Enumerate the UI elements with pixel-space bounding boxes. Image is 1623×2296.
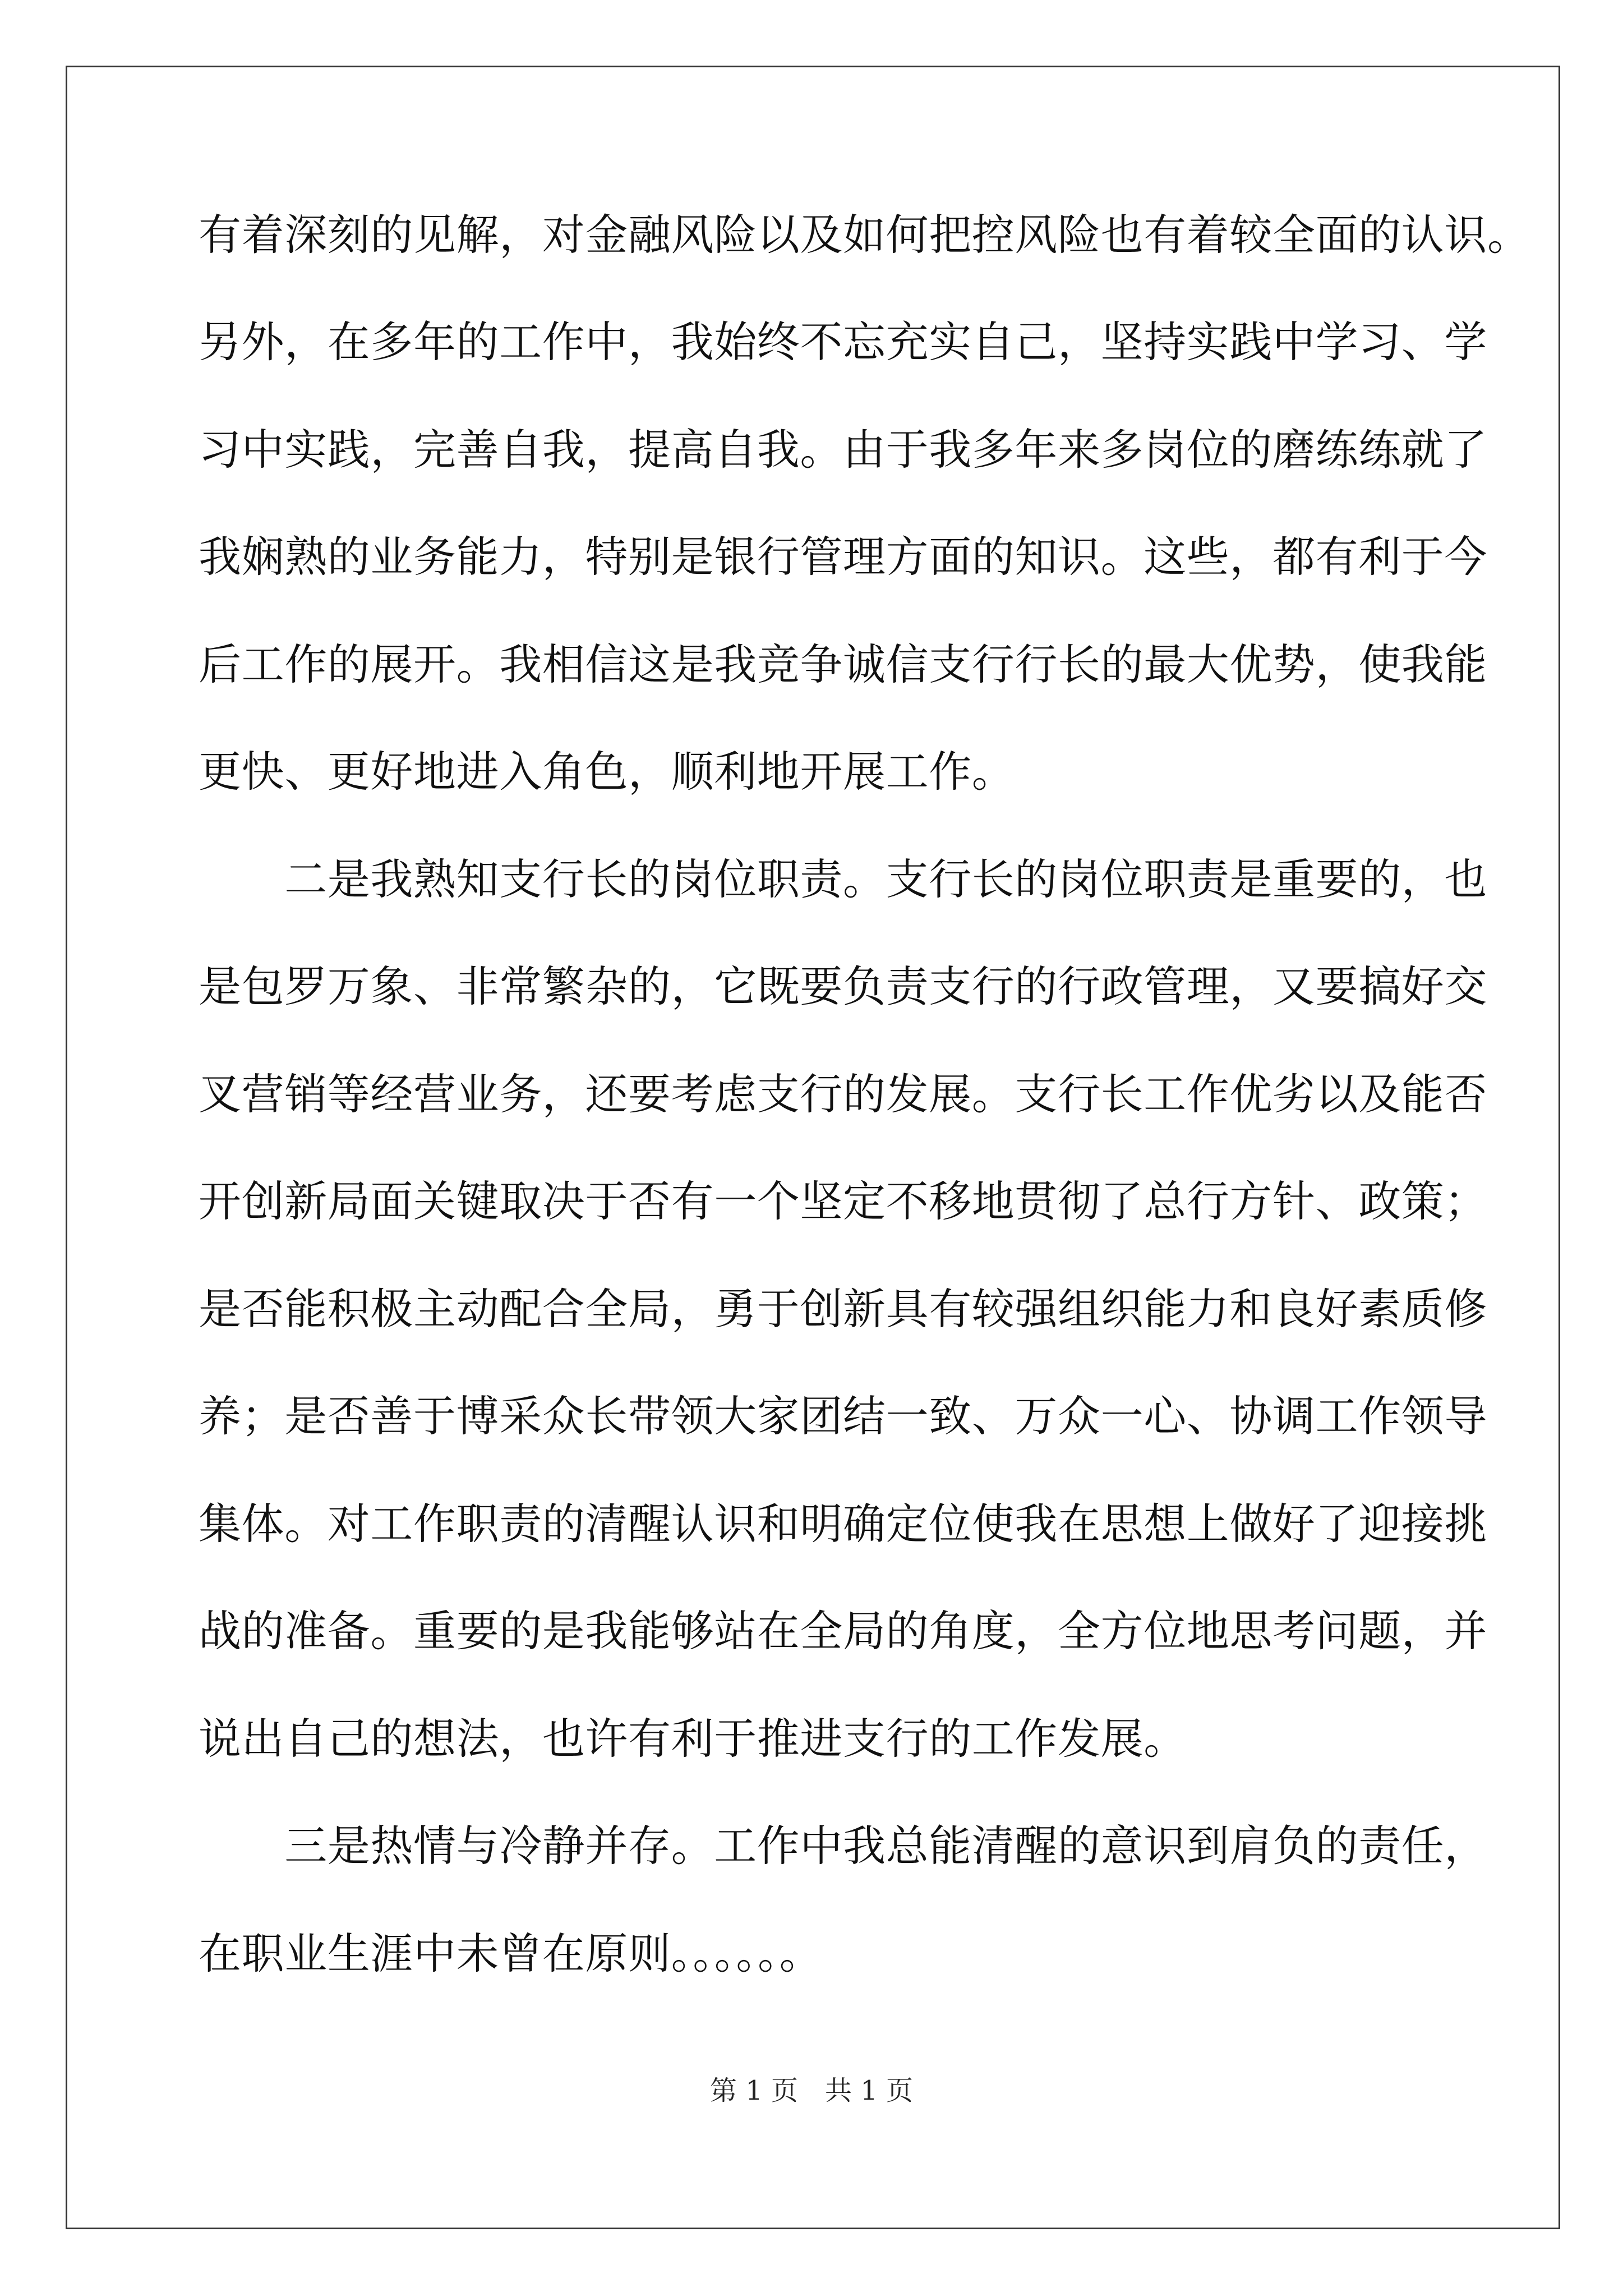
text-line-17: 在职业生涯中未曾在原则。。。。。。 — [199, 1929, 823, 1978]
page-number-footer: 第 1 页 共 1 页 — [709, 2075, 914, 2106]
text-line-6: 更快、更好地进入角色，顺利地开展工作。 — [199, 747, 1015, 797]
text-line-12: 养；是否善于博采众长带领大家团结一致、万众一心、协调工作领导 — [199, 1391, 1487, 1441]
text-line-10: 开创新局面关键取决于否有一个坚定不移地贯彻了总行方针、政策； — [199, 1176, 1487, 1226]
text-line-13: 集体。对工作职责的清醒认识和明确定位使我在思想上做好了迎接挑 — [199, 1499, 1487, 1549]
text-line-3: 习中实践，完善自我，提高自我。由于我多年来多岗位的磨练练就了 — [199, 425, 1487, 475]
text-line-15: 说出自己的想法，也许有利于推进支行的工作发展。 — [199, 1714, 1187, 1764]
text-line-16: 三是热情与冷静并存。工作中我总能清醒的意识到肩负的责任， — [199, 1821, 1487, 1871]
text-line-4: 我娴熟的业务能力，特别是银行管理方面的知识。这些，都有利于今 — [199, 532, 1487, 582]
text-line-2: 另外，在多年的工作中，我始终不忘充实自己，坚持实践中学习、学 — [199, 317, 1487, 367]
text-line-7: 二是我熟知支行长的岗位职责。支行长的岗位职责是重要的，也 — [199, 854, 1487, 904]
page-border — [66, 66, 1560, 2229]
text-line-14: 战的准备。重要的是我能够站在全局的角度，全方位地思考问题，并 — [199, 1606, 1487, 1656]
text-line-8: 是包罗万象、非常繁杂的，它既要负责支行的行政管理，又要搞好交 — [199, 961, 1487, 1011]
text-line-9: 叉营销等经营业务，还要考虑支行的发展。支行长工作优劣以及能否 — [199, 1069, 1487, 1119]
text-line-1: 有着深刻的见解，对金融风险以及如何把控风险也有着较全面的认识。 — [199, 210, 1530, 260]
text-line-11: 是否能积极主动配合全局，勇于创新具有较强组织能力和良好素质修 — [199, 1284, 1487, 1334]
text-line-5: 后工作的展开。我相信这是我竞争诚信支行行长的最大优势，使我能 — [199, 639, 1487, 689]
